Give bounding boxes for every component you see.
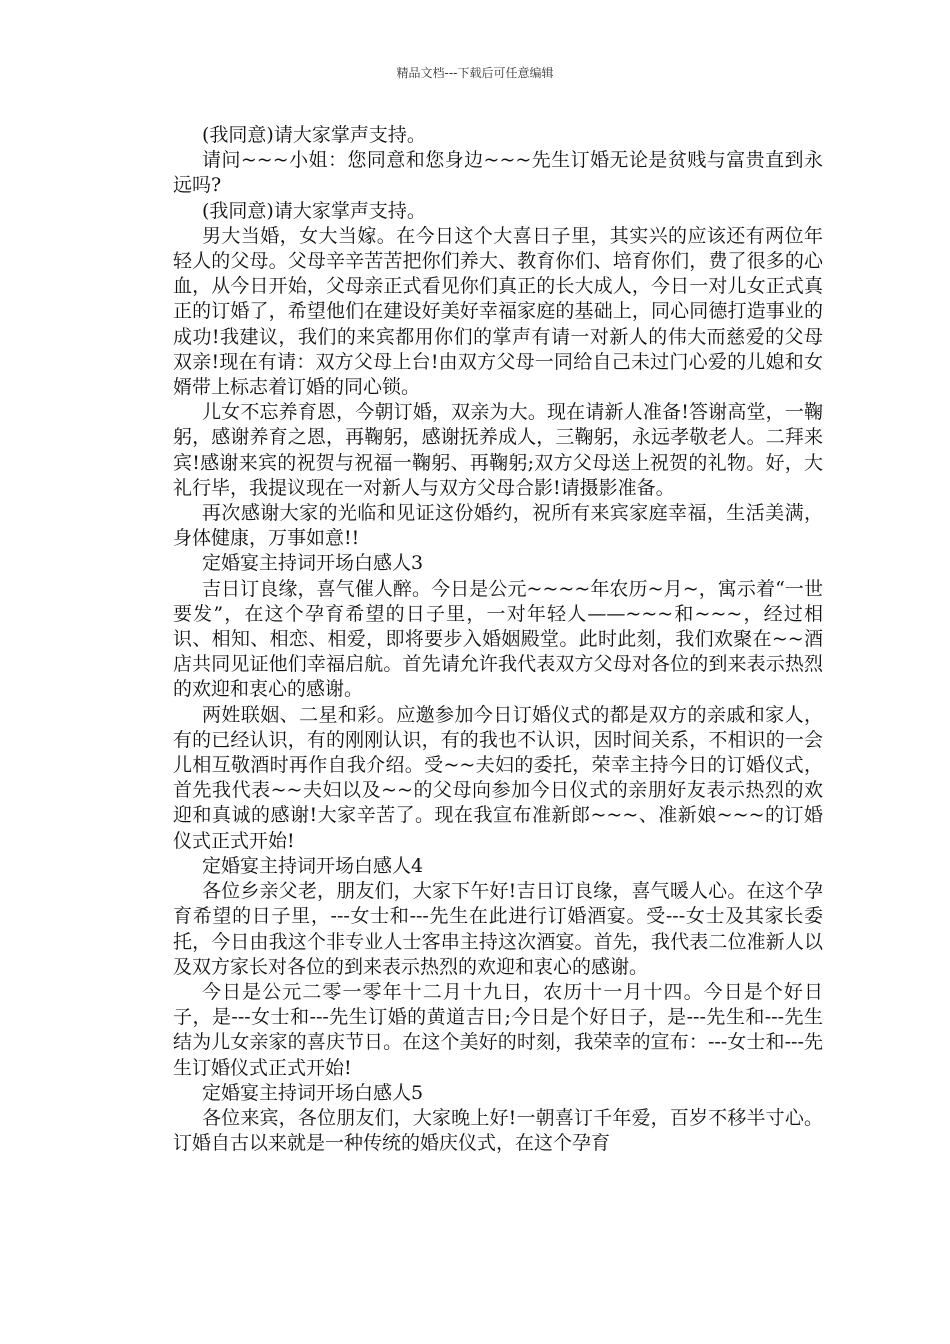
paragraph: 再次感谢大家的光临和见证这份婚约，祝所有来宾家庭幸福，生活美满，身体健康，万事如意!! (173, 502, 823, 550)
section-heading: 定婚宴主持词开场白感人5 (202, 1081, 424, 1104)
paragraph: 各位来宾，各位朋友们，大家晚上好!一朝喜订千年爱，百岁不移半寸心。订婚自古以来就是一种传统的婚庆仪式，在这个孕育 (173, 1106, 823, 1155)
paragraph: 两姓联姻、二星和彩。应邀参加今日订婚仪式的都是双方的亲戚和家人，有的已经认识，有的刚刚认识，有的我也不认识，因时间关系，不相识的一会儿相互敬酒时再作自我介绍。受~~夫妇的委托，荣幸主持今日的订婚仪式，首先我代表~~夫妇以及~~的父母向参加今日仪式的亲朋好友表示热烈的欢迎和真诚的感谢!大家辛苦了。现在我宣布准新郎~~~、准新娘~~~的订婚仪式正式开始! (173, 703, 823, 852)
paragraph: 吉日订良缘，喜气催人醉。今日是公元~~~~年农历~月~，寓示着“一世要发”，在这个孕育希望的日子里，一对年轻人——~~~和~~~，经过相识、相知、相恋、相爱，即将要步入婚姻殿堂。此时此刻，我们欢聚在~~酒店共同见证他们幸福启航。首先请允许我代表双方父母对各位的到来表示热烈的欢迎和衷心的感谢。 (173, 577, 823, 701)
paragraph: 儿女不忘养育恩，今朝订婚，双亲为大。现在请新人准备!答谢高堂，一鞠躬，感谢养育之恩，再鞠躬，感谢抚养成人，三鞠躬，永远孝敬老人。二拜来宾!感谢来宾的祝贺与祝福一鞠躬、再鞠躬;双方父母送上祝贺的礼物。好，大礼行毕，我提议现在一对新人与双方父母合影!请摄影准备。 (173, 401, 823, 499)
paragraph: 各位乡亲父老，朋友们，大家下午好!吉日订良缘，喜气暖人心。在这个孕育希望的日子里，---女士和---先生在此进行订婚酒宴。受---女士及其家长委托，今日由我这个非专业人士客串主持这次酒宴。首先，我代表二位准新人以及双方家长对各位的到来表示热烈的欢迎和衷心的感谢。 (173, 880, 823, 978)
section-heading: 定婚宴主持词开场白感人3 (202, 552, 424, 575)
page-header: 精品文档---下载后可任意编辑 (396, 66, 554, 80)
paragraph: 男大当婚，女大当嫁。在今日这个大喜日子里，其实兴的应该还有两位年轻人的父母。父母辛辛苦苦把你们养大、教育你们、培育你们，费了很多的心血，从今日开始，父母亲正式看见你们真正的长大成人，今日一对儿女正式真正的订婚了，希望他们在建设好美好幸福家庭的基础上，同心同德打造事业的成功!我建议，我们的来宾都用你们的掌声有请一对新人的伟大而慈爱的父母双亲!现在有请：双方父母上台!由双方父母一同给自己未过门心爱的儿媳和女婿带上标志着订婚的同心锁。 (173, 224, 823, 399)
paragraph: 今日是公元二零一零年十二月十九日，农历十一月十四。今日是个好日子，是---女士和---先生订婚的黄道吉日;今日是个好日子，是---先生和---先生结为儿女亲家的喜庆节日。在这个美好的时刻，我荣幸的宣布：---女士和---先生订婚仪式正式开始! (173, 980, 823, 1079)
section-heading: 定婚宴主持词开场白感人4 (202, 854, 424, 877)
paragraph: (我同意)请大家掌声支持。 (202, 199, 426, 222)
paragraph: (我同意)请大家掌声支持。 (202, 124, 426, 146)
document-body (173, 123, 823, 1156)
paragraph: 请问~~~小姐：您同意和您身边~~~先生订婚无论是贫贱与富贵直到永远吗? (173, 149, 823, 197)
